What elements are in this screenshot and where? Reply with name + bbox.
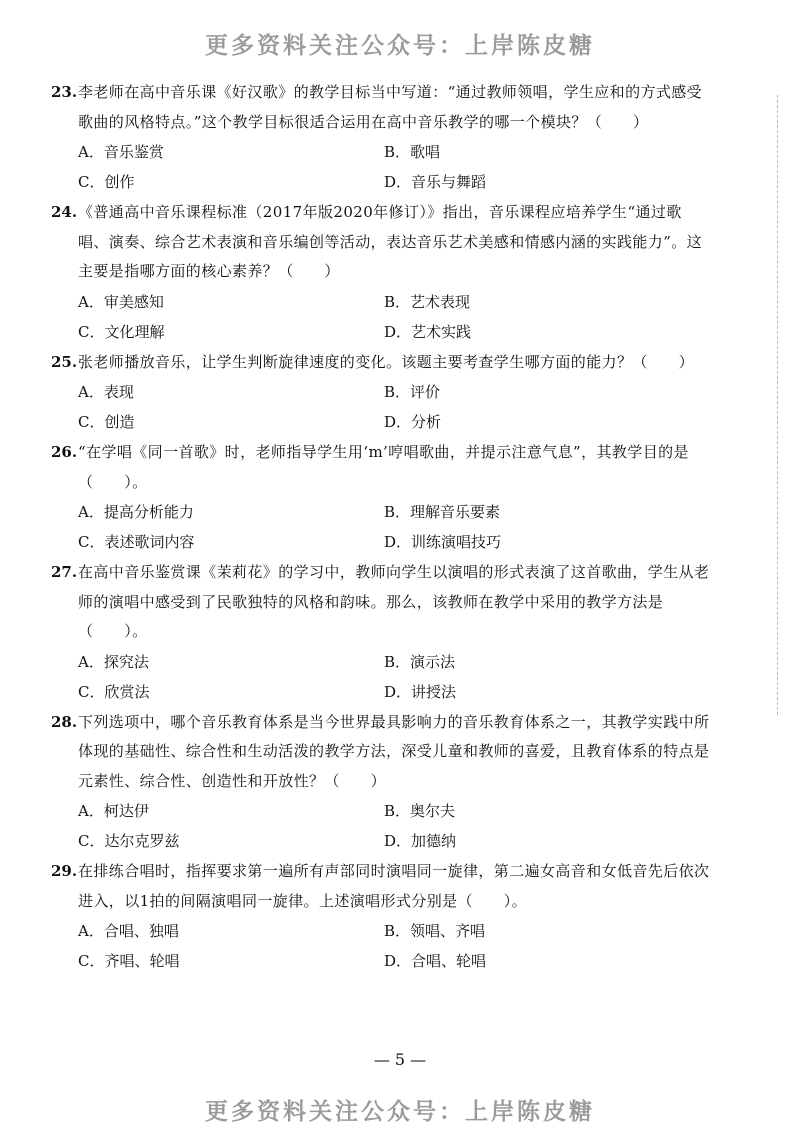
option-c: C．欣赏法 xyxy=(78,682,150,701)
options xyxy=(51,137,711,197)
option-c: C．创造 xyxy=(78,413,135,431)
page-number: — 5 — xyxy=(373,1050,427,1069)
option-a: A．探究法 xyxy=(78,652,149,671)
question-27 xyxy=(51,558,711,707)
question-stem: 下列选项中，哪个音乐教育体系是当今世界最具影响力的音乐教育体系之一，其教学实践中所体现的基础性、综合性和生动活泼的教学方法，深受儿童和教师的喜爱，且教育体系的特点是元素性、综合性、创造性和开放性？（ ） xyxy=(78,712,710,790)
option-c: C．达尔克罗兹 xyxy=(78,832,180,850)
option-b: B．艺术表现 xyxy=(384,292,471,311)
options xyxy=(51,377,711,437)
option-d: D．艺术实践 xyxy=(384,322,472,341)
page-edge-line xyxy=(776,95,778,715)
option-c: C．文化理解 xyxy=(78,322,165,341)
question-list xyxy=(51,78,711,977)
question-26 xyxy=(51,438,711,557)
option-d: D．合唱、轮唱 xyxy=(384,952,487,970)
question-number: 29. xyxy=(51,862,78,880)
question-stem: 《普通高中音乐课程标准（2017年版2020年修订）》指出，音乐课程应培养学生“通过歌唱、演奏、综合艺术表演和音乐编创等活动，表达音乐艺术美感和情感内涵的实践能力”。这主要是指哪方面的核心素养？（ ） xyxy=(78,203,703,280)
option-b: B．评价 xyxy=(384,383,441,401)
option-b: B．理解音乐要素 xyxy=(384,503,501,521)
option-d: D．训练演唱技巧 xyxy=(384,533,502,551)
option-b: B．奥尔夫 xyxy=(384,802,456,820)
option-d: D．加德纳 xyxy=(384,832,457,850)
watermark-top: 更多资料关注公众号：上岸陈皮糖 xyxy=(205,33,595,59)
question-24 xyxy=(51,198,711,347)
question-stem: 张老师播放音乐，让学生判断旋律速度的变化。该题主要考查学生哪方面的能力？（ ） xyxy=(78,352,695,371)
question-stem: 在高中音乐鉴赏课《茉莉花》的学习中，教师向学生以演唱的形式表演了这首歌曲，学生从老师的演唱中感受到了民歌独特的风格和韵味。那么，该教师在教学中采用的教学方法是（ ）。 xyxy=(78,563,710,640)
option-b: B．领唱、齐唱 xyxy=(384,922,486,940)
option-c: C．表述歌词内容 xyxy=(78,533,195,551)
watermark-bottom: 更多资料关注公众号：上岸陈皮糖 xyxy=(205,1099,595,1125)
question-23 xyxy=(51,78,711,197)
option-c: C．齐唱、轮唱 xyxy=(78,952,180,970)
option-a: A．音乐鉴赏 xyxy=(78,143,164,161)
question-number: 28. xyxy=(51,712,78,731)
option-b: B．演示法 xyxy=(384,652,456,671)
options xyxy=(51,287,711,347)
question-number: 23. xyxy=(51,83,78,101)
options xyxy=(51,647,711,707)
option-a: A．表现 xyxy=(78,383,134,401)
question-number: 25. xyxy=(51,352,78,371)
option-d: D．分析 xyxy=(384,413,442,431)
question-stem: 李老师在高中音乐课《好汉歌》的教学目标当中写道：“通过教师领唱，学生应和的方式感受歌曲的风格特点。”这个教学目标很适合运用在高中音乐教学的哪一个模块？（ ） xyxy=(78,83,703,131)
option-d: D．讲授法 xyxy=(384,682,457,701)
question-25 xyxy=(51,348,711,438)
option-a: A．合唱、独唱 xyxy=(78,922,179,940)
option-a: A．柯达伊 xyxy=(78,802,149,820)
option-a: A．审美感知 xyxy=(78,292,164,311)
options xyxy=(51,497,711,557)
question-stem: “在学唱《同一首歌》时，老师指导学生用‘m’哼唱歌曲，并提示注意气息”，其教学目的是（ ）。 xyxy=(78,443,689,491)
options xyxy=(51,796,711,856)
question-28 xyxy=(51,708,711,857)
question-number: 24. xyxy=(51,203,78,221)
option-d: D．音乐与舞蹈 xyxy=(384,173,487,191)
option-a: A．提高分析能力 xyxy=(78,503,194,521)
question-29 xyxy=(51,857,711,976)
question-stem: 在排练合唱时，指挥要求第一遍所有声部同时演唱同一旋律，第二遍女高音和女低音先后依次进入，以1拍的间隔演唱同一旋律。上述演唱形式分别是（ ）。 xyxy=(78,862,710,910)
option-b: B．歌唱 xyxy=(384,143,441,161)
question-number: 26. xyxy=(51,443,78,461)
options xyxy=(51,916,711,976)
option-c: C．创作 xyxy=(78,173,135,191)
question-number: 27. xyxy=(51,563,78,581)
